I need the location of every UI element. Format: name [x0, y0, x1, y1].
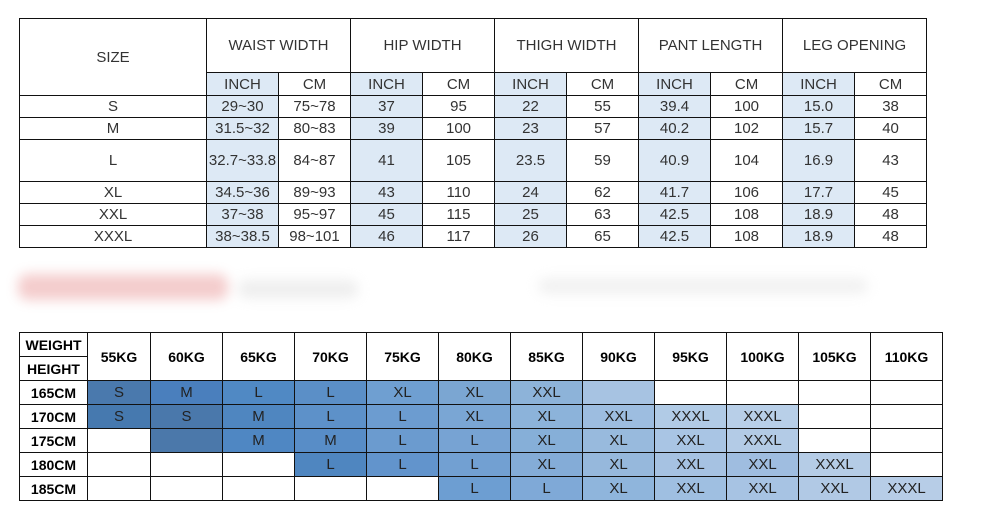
size-cell: XXL [20, 204, 207, 226]
measurement-cell: 100 [423, 118, 495, 140]
measurement-cell: 106 [711, 182, 783, 204]
unit-header: INCH [783, 73, 855, 96]
fit-size-cell: L [367, 429, 439, 453]
size-row [20, 118, 927, 140]
measurement-cell: 24 [495, 182, 567, 204]
size-cell: XL [20, 182, 207, 204]
measurement-cell: 45 [855, 182, 927, 204]
measurement-cell: 108 [711, 226, 783, 248]
measurement-cell: 39 [351, 118, 423, 140]
measurement-cell: 38 [855, 96, 927, 118]
fit-size-cell: XL [511, 429, 583, 453]
measurement-cell: 15.7 [783, 118, 855, 140]
weight-col-header: 65KG [223, 333, 295, 381]
measurement-cell: 45 [351, 204, 423, 226]
weight-col-header: 75KG [367, 333, 439, 381]
fit-size-cell [88, 453, 151, 477]
weight-col-header: 110KG [871, 333, 943, 381]
fit-size-cell [799, 429, 871, 453]
fit-size-cell: XL [511, 405, 583, 429]
fit-size-cell: XXXL [799, 453, 871, 477]
fit-size-cell [151, 429, 223, 453]
fit-size-cell [223, 477, 295, 501]
measurement-cell: 38~38.5 [207, 226, 279, 248]
measurement-cell: 48 [855, 204, 927, 226]
fit-size-cell: S [151, 405, 223, 429]
fit-size-cell [88, 429, 151, 453]
fit-size-cell: L [439, 477, 511, 501]
measurement-cell: 32.7~33.8 [207, 140, 279, 182]
measurement-cell: 29~30 [207, 96, 279, 118]
fit-size-cell: L [295, 405, 367, 429]
measurement-cell: 16.9 [783, 140, 855, 182]
measurement-cell: 104 [711, 140, 783, 182]
size-row [20, 96, 927, 118]
fit-size-cell: XL [511, 453, 583, 477]
measurement-cell: 31.5~32 [207, 118, 279, 140]
measurement-cell: 15.0 [783, 96, 855, 118]
measurement-cell: 17.7 [783, 182, 855, 204]
fit-size-cell: L [439, 429, 511, 453]
group-header-waist: WAIST WIDTH [207, 19, 351, 73]
fit-size-cell: XL [367, 381, 439, 405]
fit-size-cell [799, 405, 871, 429]
measurement-cell: 95~97 [279, 204, 351, 226]
fit-size-cell [88, 477, 151, 501]
measurement-cell: 89~93 [279, 182, 351, 204]
fit-size-cell [871, 381, 943, 405]
weight-col-header: 90KG [583, 333, 655, 381]
fit-size-cell: M [223, 405, 295, 429]
unit-header: CM [423, 73, 495, 96]
measurement-cell: 115 [423, 204, 495, 226]
unit-header: CM [711, 73, 783, 96]
height-cell: 170CM [20, 405, 88, 429]
measurement-cell: 57 [567, 118, 639, 140]
size-row [20, 226, 927, 248]
weight-label: WEIGHT [20, 333, 88, 357]
measurement-cell: 105 [423, 140, 495, 182]
size-header: SIZE [20, 19, 207, 96]
fit-size-cell [295, 477, 367, 501]
measurement-cell: 100 [711, 96, 783, 118]
fit-size-cell: XXL [511, 381, 583, 405]
measurement-cell: 80~83 [279, 118, 351, 140]
unit-header: CM [855, 73, 927, 96]
measurement-cell: 41.7 [639, 182, 711, 204]
measurement-cell: 40.2 [639, 118, 711, 140]
fit-size-cell [655, 381, 727, 405]
measurement-cell: 117 [423, 226, 495, 248]
weight-col-header: 95KG [655, 333, 727, 381]
measurement-cell: 46 [351, 226, 423, 248]
weight-col-header: 70KG [295, 333, 367, 381]
measurement-cell: 84~87 [279, 140, 351, 182]
group-header-hip: HIP WIDTH [351, 19, 495, 73]
measurement-cell: 42.5 [639, 226, 711, 248]
fit-row [20, 429, 943, 453]
blurred-watermark [18, 268, 898, 308]
fit-size-cell: L [367, 405, 439, 429]
fit-size-cell: XL [583, 453, 655, 477]
height-cell: 180CM [20, 453, 88, 477]
fit-size-cell: L [295, 381, 367, 405]
measurement-cell: 26 [495, 226, 567, 248]
measurement-cell: 37~38 [207, 204, 279, 226]
fit-size-cell: XXL [583, 405, 655, 429]
unit-header: INCH [639, 73, 711, 96]
group-header-pant-length: PANT LENGTH [639, 19, 783, 73]
unit-header: CM [279, 73, 351, 96]
fit-size-cell: XXL [655, 453, 727, 477]
weight-col-header: 105KG [799, 333, 871, 381]
measurement-cell: 98~101 [279, 226, 351, 248]
measurement-cell: 34.5~36 [207, 182, 279, 204]
measurement-cell: 42.5 [639, 204, 711, 226]
group-header-thigh: THIGH WIDTH [495, 19, 639, 73]
fit-size-cell: M [151, 381, 223, 405]
fit-size-cell: XL [439, 405, 511, 429]
size-row [20, 204, 927, 226]
size-measurement-table [19, 18, 927, 248]
fit-size-cell: XL [583, 477, 655, 501]
unit-header: INCH [351, 73, 423, 96]
measurement-cell: 43 [855, 140, 927, 182]
measurement-cell: 59 [567, 140, 639, 182]
size-cell: XXXL [20, 226, 207, 248]
size-cell: S [20, 96, 207, 118]
fit-size-cell [871, 429, 943, 453]
fit-size-cell: XXXL [727, 429, 799, 453]
weight-col-header: 60KG [151, 333, 223, 381]
measurement-cell: 102 [711, 118, 783, 140]
unit-header: CM [567, 73, 639, 96]
measurement-cell: 65 [567, 226, 639, 248]
fit-size-cell [871, 405, 943, 429]
weight-col-header: 80KG [439, 333, 511, 381]
fit-size-cell [583, 381, 655, 405]
unit-header: INCH [207, 73, 279, 96]
fit-row [20, 477, 943, 501]
fit-size-cell: S [88, 381, 151, 405]
unit-header: INCH [495, 73, 567, 96]
fit-size-cell: L [511, 477, 583, 501]
fit-size-cell [151, 477, 223, 501]
measurement-cell: 22 [495, 96, 567, 118]
fit-size-cell [367, 477, 439, 501]
weight-col-header: 55KG [88, 333, 151, 381]
height-cell: 185CM [20, 477, 88, 501]
fit-size-cell: XXXL [871, 477, 943, 501]
fit-row [20, 381, 943, 405]
weight-col-header: 85KG [511, 333, 583, 381]
fit-size-cell [223, 453, 295, 477]
fit-size-cell: L [439, 453, 511, 477]
fit-row [20, 405, 943, 429]
group-header-leg-opening: LEG OPENING [783, 19, 927, 73]
measurement-cell: 43 [351, 182, 423, 204]
measurement-cell: 40 [855, 118, 927, 140]
size-cell: L [20, 140, 207, 182]
measurement-cell: 39.4 [639, 96, 711, 118]
measurement-cell: 75~78 [279, 96, 351, 118]
fit-size-cell: XXL [727, 477, 799, 501]
measurement-cell: 110 [423, 182, 495, 204]
measurement-cell: 62 [567, 182, 639, 204]
measurement-cell: 55 [567, 96, 639, 118]
height-label: HEIGHT [20, 357, 88, 381]
measurement-cell: 63 [567, 204, 639, 226]
fit-size-cell: XXL [655, 477, 727, 501]
fit-size-cell: L [295, 453, 367, 477]
size-row [20, 182, 927, 204]
measurement-cell: 95 [423, 96, 495, 118]
height-cell: 165CM [20, 381, 88, 405]
fit-size-cell [727, 381, 799, 405]
fit-size-cell: S [88, 405, 151, 429]
fit-size-cell: XXXL [727, 405, 799, 429]
fit-size-cell: L [223, 381, 295, 405]
measurement-cell: 48 [855, 226, 927, 248]
fit-size-cell: XXXL [655, 405, 727, 429]
fit-size-cell [871, 453, 943, 477]
fit-size-cell: M [223, 429, 295, 453]
height-cell: 175CM [20, 429, 88, 453]
measurement-cell: 41 [351, 140, 423, 182]
measurement-cell: 18.9 [783, 204, 855, 226]
fit-size-cell: XXL [799, 477, 871, 501]
weight-col-header: 100KG [727, 333, 799, 381]
fit-row [20, 453, 943, 477]
fit-size-cell: XL [439, 381, 511, 405]
size-row [20, 140, 927, 182]
fit-size-cell: XL [583, 429, 655, 453]
measurement-cell: 23.5 [495, 140, 567, 182]
measurement-cell: 108 [711, 204, 783, 226]
fit-size-cell: L [367, 453, 439, 477]
fit-size-cell [799, 381, 871, 405]
measurement-cell: 40.9 [639, 140, 711, 182]
measurement-cell: 37 [351, 96, 423, 118]
fit-size-cell: XXL [655, 429, 727, 453]
size-cell: M [20, 118, 207, 140]
fit-chart-table [19, 332, 943, 501]
measurement-cell: 23 [495, 118, 567, 140]
fit-size-cell [151, 453, 223, 477]
measurement-cell: 18.9 [783, 226, 855, 248]
fit-size-cell: M [295, 429, 367, 453]
measurement-cell: 25 [495, 204, 567, 226]
fit-size-cell: XXL [727, 453, 799, 477]
